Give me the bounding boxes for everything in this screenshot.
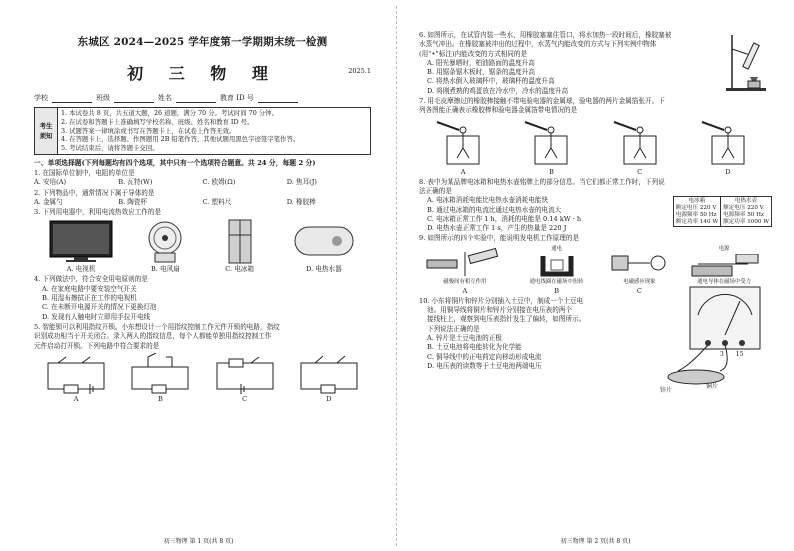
option-label: A bbox=[73, 394, 79, 403]
question-stem: 9. 如图所示的四个实验中，能说明发电机工作原理的是 bbox=[419, 234, 580, 243]
magnet-interaction-icon bbox=[421, 248, 509, 278]
option-row bbox=[34, 178, 371, 187]
option: C. 铜导线中的正电荷定向移动形成电流 bbox=[427, 352, 542, 361]
class-blank bbox=[114, 93, 154, 103]
option: C. 塑料尺 bbox=[202, 197, 232, 206]
circuit-c bbox=[211, 353, 279, 404]
option-label: B bbox=[548, 167, 554, 176]
exam-date: 2025.1 bbox=[348, 67, 371, 75]
terminal-label-15: 15 bbox=[735, 350, 744, 358]
kettle-nameplate bbox=[721, 197, 772, 227]
option-label: B bbox=[157, 394, 163, 403]
option: A. 锌片是土豆电池的正极 bbox=[427, 333, 502, 342]
question-stem-cont: (用“•”标注)内能改变的方式相同的是 bbox=[419, 49, 528, 58]
option: A. 电冰箱消耗电能比电热水壶消耗电能快 bbox=[427, 196, 549, 205]
option: C. 在未断开电源开关的情况下更换灯泡 bbox=[42, 303, 157, 312]
electroscope-c bbox=[610, 118, 670, 177]
id-label: 教育 ID 号 bbox=[220, 94, 254, 102]
circuit-a bbox=[42, 353, 110, 404]
meter-terminal-labels bbox=[720, 351, 743, 358]
option: B. 瓦特(W) bbox=[118, 178, 153, 187]
exam-title: 东城区 2024—2025 学年度第一学期期末统一检测 bbox=[77, 36, 328, 48]
electroscope-options bbox=[419, 118, 772, 177]
option: D. 焦耳(J) bbox=[286, 178, 317, 187]
circuit-diagram bbox=[211, 353, 279, 395]
option-label: C bbox=[637, 167, 643, 176]
experiment-tag: 通电 bbox=[551, 245, 563, 252]
option: A. 金属勺 bbox=[34, 197, 63, 206]
appliance-tv bbox=[48, 219, 114, 274]
appliance-fridge bbox=[217, 219, 263, 274]
subject-heading bbox=[34, 61, 371, 84]
water-heater-icon bbox=[291, 219, 357, 265]
terminal-label-3: 3 bbox=[720, 350, 724, 358]
circuit-options bbox=[34, 353, 371, 404]
question-stem-cont: 水蒸气冲出。在橡胶塞被冲出的过程中，水蒸气内能改变的方式与下列实例中物体 bbox=[419, 40, 657, 49]
experiment-caption: 电磁感应现象 bbox=[623, 278, 656, 285]
school-blank bbox=[52, 93, 92, 103]
option: D. 电压表的读数等于土豆电池两端电压 bbox=[427, 361, 542, 370]
electroscope-icon bbox=[698, 118, 758, 168]
question-stem-cont: 识别成功相当于开关闭合。录入两人的指纹信息，每个人都能单独用指纹控制工作 bbox=[34, 332, 272, 341]
nameplate-line: 额定功率 1000 W bbox=[723, 218, 769, 225]
tv-icon bbox=[48, 219, 114, 265]
option: C. 电冰箱正常工作 1 h，消耗的电能是 0.14 kW · h bbox=[427, 214, 582, 223]
question-stem-cont: 下列说法正确的是 bbox=[427, 324, 480, 333]
circuit-b bbox=[126, 353, 194, 404]
induction-icon bbox=[604, 248, 674, 278]
question-stem-cont: 池。用铜导线将铜片和锌片分别接在电压表的两个 bbox=[427, 306, 573, 315]
option: B. 土豆电池将电能转化为化学能 bbox=[427, 343, 522, 352]
option: B. 用锯条锯木板时，锯条的温度升高 bbox=[427, 68, 535, 77]
option: D. 橡胶棒 bbox=[286, 197, 316, 206]
name-blank bbox=[176, 93, 216, 103]
option: C. 将热水倒入玻璃杯中，玻璃杯的温度升高 bbox=[427, 77, 555, 86]
electroscope-b bbox=[521, 118, 581, 177]
conductor-force-icon bbox=[678, 254, 770, 278]
copper-label: 铜片 bbox=[706, 382, 719, 390]
option: D. 电热水壶正常工作 1 s，产生的热量是 220 J bbox=[427, 224, 567, 233]
student-info-line bbox=[34, 93, 371, 103]
option: A. 阳光暴晒时，柏油路面的温度升高 bbox=[427, 58, 535, 67]
electroscope-icon bbox=[610, 118, 670, 168]
notice-body bbox=[58, 108, 371, 155]
option: D. 电热水器 bbox=[306, 265, 342, 274]
question-stem: 8. 表中为某品牌电冰箱和电热水壶铭牌上的部分信息。当它们都正常工作时，下列说 bbox=[419, 177, 665, 186]
appliance-images bbox=[34, 219, 371, 274]
notice-line: 4. 在答题卡上，选择题、作图题用 2B 铅笔作答，其他试题用黑色字迹签字笔作答。 bbox=[61, 135, 300, 144]
electroscope-d bbox=[698, 118, 758, 177]
nameplate-line: 额定电压 220 V bbox=[723, 205, 764, 212]
experiment-caption: 通电导体在磁场中受力 bbox=[697, 278, 752, 285]
option-row bbox=[34, 198, 371, 207]
option: B. 电风扇 bbox=[150, 265, 180, 274]
electroscope-icon bbox=[521, 118, 581, 168]
coil-in-field-icon bbox=[513, 254, 601, 278]
nameplate-line: 电热水壶 bbox=[734, 198, 758, 205]
notice-table bbox=[34, 107, 371, 155]
option: D. 发现有人触电时立即用手拉开电线 bbox=[42, 312, 151, 321]
experiment-b bbox=[513, 245, 601, 296]
question-stem: 6. 如图所示，在试管内装一些水，用橡胶塞塞住管口，将水加热一段时间后，橡胶塞被 bbox=[419, 31, 672, 39]
question-stem: 2. 下列物品中，通常情况下属于导体的是 bbox=[34, 188, 155, 197]
experiment-a bbox=[421, 248, 509, 296]
page-footer: 初三物理 第 1 页(共 8 页) bbox=[163, 538, 234, 545]
voltmeter-icon bbox=[660, 285, 772, 385]
option-label: D bbox=[326, 394, 332, 403]
circuit-d bbox=[295, 353, 363, 404]
nameplate-line: 电源频率 50 Hz bbox=[723, 211, 764, 218]
class-label: 班级 bbox=[96, 94, 110, 102]
option-label: D bbox=[725, 167, 731, 176]
option-label: C bbox=[636, 286, 642, 295]
nameplate-line: 额定电压 220 V bbox=[675, 205, 717, 212]
circuit-diagram bbox=[42, 353, 110, 395]
subject-name: 初 三 物 理 bbox=[127, 64, 278, 83]
option: A. 电视机 bbox=[66, 265, 96, 274]
section-heading: 一、单项选择题(下列每题均有四个选项，其中只有一个选项符合题意。共 24 分，每题 2 分) bbox=[34, 158, 316, 167]
fridge-icon bbox=[217, 219, 263, 265]
option-label: A bbox=[462, 286, 468, 295]
id-blank bbox=[258, 93, 298, 103]
option: D. 将刚煮熟的鸡蛋放在冷水中，冷水的温度升高 bbox=[427, 86, 569, 95]
question-stem-cont: 法正确的是 bbox=[419, 186, 452, 195]
option: B. 通过电冰箱的电流比通过电热水壶的电流大 bbox=[427, 205, 562, 214]
question-stem-cont: 接线柱上，观察到电压表指针发生了偏转，如图所示。 bbox=[427, 315, 586, 324]
nameplate-line: 电源频率 50 Hz bbox=[675, 211, 717, 218]
circuit-diagram bbox=[126, 353, 194, 395]
question-stem: 3. 下列用电器中，利用电流热效应工作的是 bbox=[34, 208, 162, 217]
option: A. 在家庭电路中要安装空气开关 bbox=[42, 284, 137, 293]
option: B. 用湿布擦拭正在工作的电视机 bbox=[42, 294, 137, 303]
option-label: C bbox=[242, 394, 248, 403]
test-tube-apparatus-icon bbox=[724, 33, 770, 93]
notice-line: 5. 考试结束后，请将答题卡交回。 bbox=[61, 144, 159, 153]
question-stem: 4. 下列做法中，符合安全用电原则的是 bbox=[34, 275, 148, 284]
zinc-label: 锌片 bbox=[660, 386, 673, 394]
question-stem: 10. 小东将铜片和锌片分别插入土豆中，制成一个土豆电 bbox=[419, 296, 584, 305]
notice-line: 1. 本试卷共 8 页，共五道大题，26 道题，满分 70 分。考试时间 70 分钟。 bbox=[61, 109, 278, 117]
question-stem: 1. 在国际单位制中，电阻的单位是 bbox=[34, 168, 135, 177]
name-label: 姓名 bbox=[158, 94, 172, 102]
question-stem-cont: 元件启动打开锁。下列电路中符合要求的是 bbox=[34, 341, 160, 350]
experiment-tag: 电源 bbox=[718, 245, 730, 252]
experiment-caption: 磁极间有相互作用 bbox=[443, 278, 487, 285]
option: C. 电冰箱 bbox=[225, 265, 255, 274]
electroscope-icon bbox=[433, 118, 493, 168]
q8-options bbox=[419, 196, 581, 233]
school-label: 学校 bbox=[34, 94, 48, 102]
potato-battery-figure bbox=[660, 285, 772, 395]
fridge-nameplate bbox=[673, 197, 720, 227]
experiment-caption: 通电线圈在磁场中扭转 bbox=[529, 278, 584, 285]
electroscope-a bbox=[433, 118, 493, 177]
question-stem-cont: 列各图能正确表示橡胶棒和验电器金属箔带电情况的是 bbox=[419, 106, 578, 115]
notice-line: 3. 试题答案一律填涂或书写在答题卡上，在试卷上作答无效。 bbox=[61, 126, 236, 135]
nameplate-line: 额定功率 140 W bbox=[675, 218, 719, 225]
option: B. 陶瓷杯 bbox=[118, 197, 148, 206]
fan-icon bbox=[142, 219, 188, 265]
appliance-fan bbox=[142, 219, 188, 274]
circuit-diagram bbox=[295, 353, 363, 395]
option-label: A bbox=[460, 167, 466, 176]
nameplate-table bbox=[673, 196, 772, 227]
option: A. 安培(A) bbox=[34, 178, 67, 187]
question-stem: 7. 用毛皮摩擦过的橡胶棒接触不带电验电器的金属球，验电器的两片金属箔张开。下 bbox=[419, 97, 665, 106]
notice-label: 考生须知 bbox=[35, 108, 58, 155]
notice-line: 2. 在试卷和答题卡上准确填写学校名称、班级、姓名和教育 ID 号。 bbox=[61, 117, 254, 126]
appliance-heater bbox=[291, 219, 357, 274]
option-label: B bbox=[554, 286, 560, 295]
option: C. 欧姆(Ω) bbox=[202, 178, 236, 187]
nameplate-line: 电冰箱 bbox=[688, 198, 706, 205]
question-stem: 5. 智能锁可以利用指纹开锁。小东想设计一个用指纹控制工作元件开锁的电路，指纹 bbox=[34, 322, 280, 331]
page-2 bbox=[397, 0, 794, 551]
page-footer: 初三物理 第 2 页(共 8 页) bbox=[560, 538, 631, 545]
